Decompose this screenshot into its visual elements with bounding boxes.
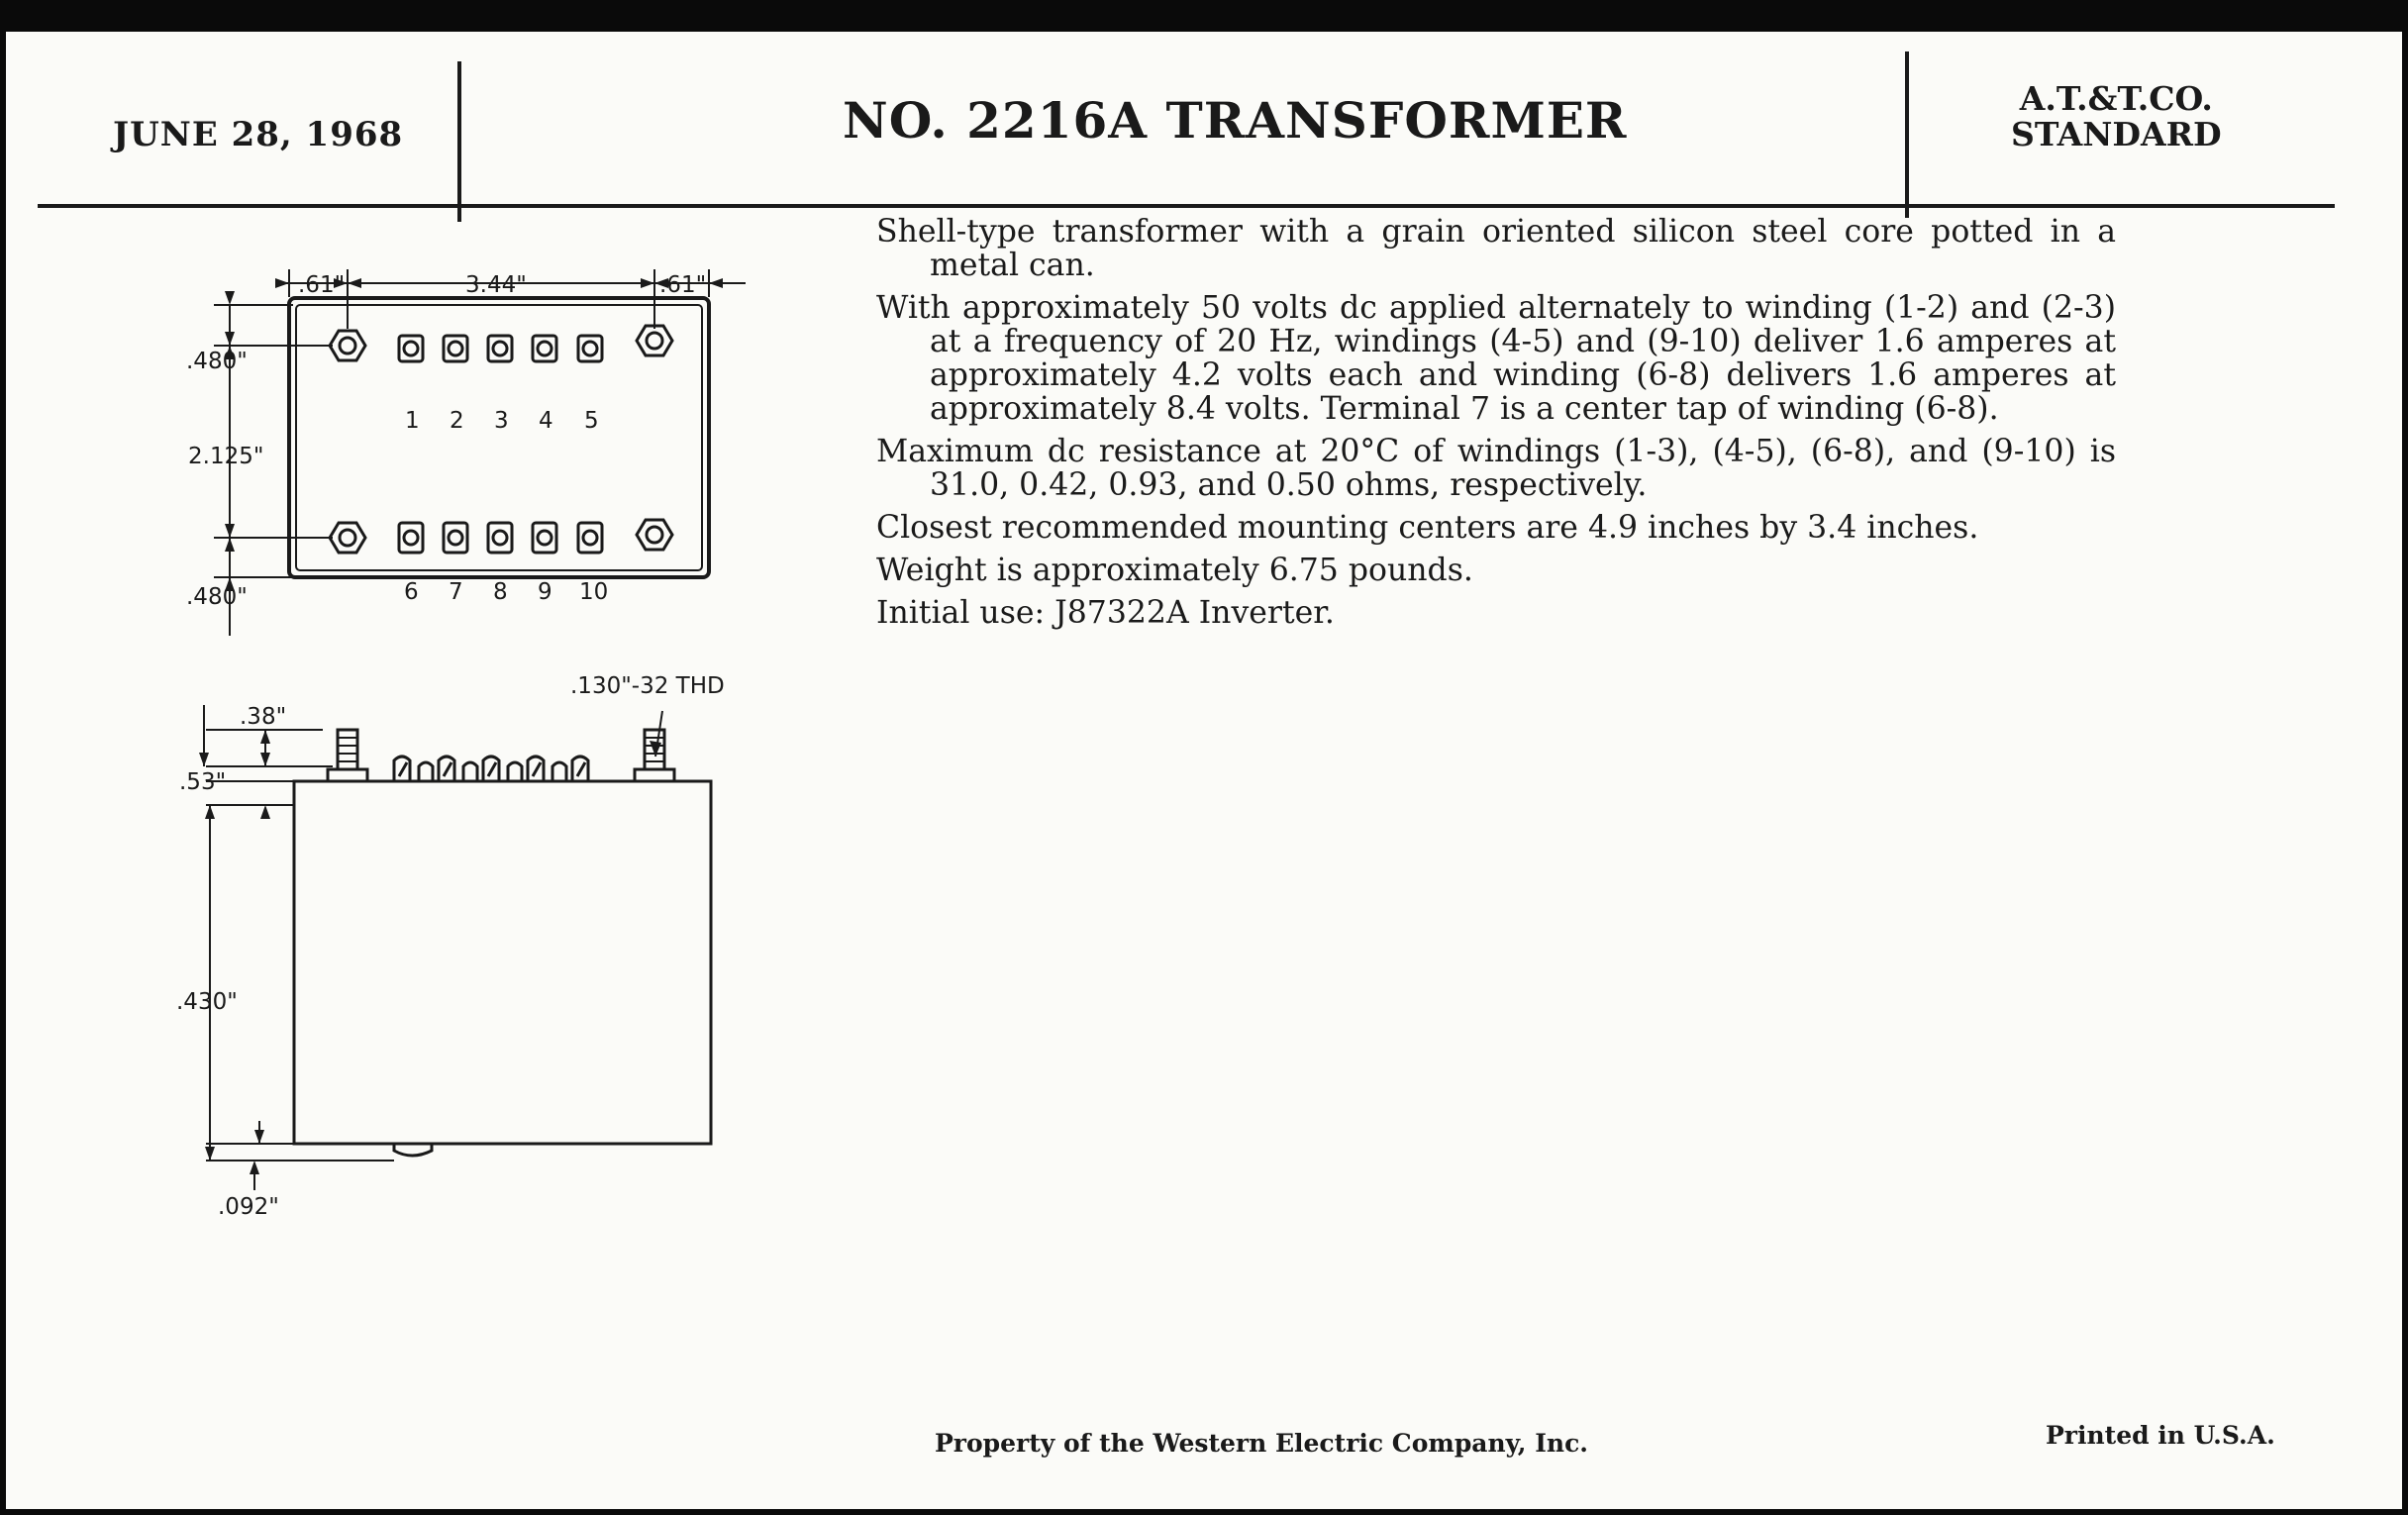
spec-paragraph: Closest recommended mounting centers are 4.9 inches by 3.4 inches. bbox=[876, 510, 1979, 546]
terminal-icon bbox=[533, 523, 556, 553]
terminal-label: 1 bbox=[405, 408, 420, 434]
terminal-label: 4 bbox=[539, 408, 553, 434]
terminal-label: 2 bbox=[450, 408, 464, 434]
top-view bbox=[214, 269, 746, 636]
terminal-label: 6 bbox=[404, 579, 419, 605]
company-name: A.T.&T.CO. bbox=[2019, 79, 2213, 118]
solder-lug-icon bbox=[439, 757, 454, 781]
dim-right-offset: .61" bbox=[659, 272, 707, 298]
terminal-label: 5 bbox=[584, 408, 599, 434]
solder-lug-icon bbox=[394, 757, 410, 781]
terminal-icon bbox=[444, 523, 467, 553]
solder-lug-icon bbox=[552, 762, 566, 781]
mounting-foot-icon bbox=[394, 1144, 432, 1156]
dim-terminal: .53" bbox=[179, 769, 227, 795]
dim-stud: .38" bbox=[240, 704, 287, 730]
property-notice: Property of the Western Electric Company, Inc. bbox=[935, 1429, 1589, 1458]
spec-paragraph: Shell-type transformer with a grain oriented silicon steel core potted in a metal can. bbox=[876, 214, 2116, 283]
threaded-stud-icon bbox=[635, 730, 674, 781]
terminal-label: 9 bbox=[538, 579, 552, 605]
document-title: NO. 2216A TRANSFORMER bbox=[843, 91, 1628, 150]
dim-foot: .092" bbox=[218, 1194, 279, 1220]
solder-lug-icon bbox=[508, 762, 522, 781]
solder-lug-icon bbox=[419, 762, 433, 781]
threaded-stud-icon bbox=[328, 730, 367, 781]
terminal-icon bbox=[578, 523, 602, 553]
dim-body: .430" bbox=[176, 989, 238, 1015]
terminal-label: 7 bbox=[449, 579, 463, 605]
mounting-nut-icon bbox=[330, 331, 365, 360]
dim-height: 2.125" bbox=[188, 444, 264, 469]
printed-notice: Printed in U.S.A. bbox=[2046, 1421, 2275, 1450]
dim-bottom: .480" bbox=[186, 584, 248, 610]
terminal-label: 10 bbox=[579, 579, 609, 605]
dim-top: .480" bbox=[186, 349, 248, 374]
standard-label: STANDARD bbox=[2011, 115, 2222, 153]
mounting-nut-icon bbox=[330, 523, 365, 553]
solder-lug-icon bbox=[483, 757, 499, 781]
thread-callout: .130"-32 THD bbox=[570, 673, 725, 699]
mounting-nut-icon bbox=[637, 326, 672, 355]
issue-date: JUNE 28, 1968 bbox=[113, 115, 404, 154]
solder-lug-icon bbox=[572, 757, 588, 781]
terminal-label: 3 bbox=[494, 408, 509, 434]
dim-width: 3.44" bbox=[465, 272, 527, 298]
terminal-icon bbox=[488, 523, 512, 553]
terminal-icon bbox=[399, 523, 423, 553]
side-view bbox=[204, 705, 711, 1190]
spec-sheet bbox=[6, 32, 2402, 1509]
terminal-label: 8 bbox=[493, 579, 508, 605]
transformer-drawing bbox=[6, 32, 2402, 1509]
terminal-icon bbox=[578, 336, 602, 361]
mounting-nut-icon bbox=[637, 520, 672, 550]
spec-paragraph: Initial use: J87322A Inverter. bbox=[876, 595, 1335, 631]
spec-paragraph: With approximately 50 volts dc applied alternately to winding (1-2) and (2-3) at a frequency of 20 Hz, windings (4-5) and (9-10) deliver 1.6 amperes at approximately 4.2 volts each and winding (6-8) delivers 1.6 amperes at approximately 8.4 volts. Terminal 7 is a center tap of winding (6-8). bbox=[876, 290, 2116, 427]
spec-paragraph: Maximum dc resistance at 20°C of windings (1-3), (4-5), (6-8), and (9-10) is 31.0, 0.42, 0.93, and 0.50 ohms, respectively. bbox=[876, 434, 2116, 503]
solder-lug-icon bbox=[463, 762, 477, 781]
terminal-icon bbox=[533, 336, 556, 361]
solder-lug-icon bbox=[528, 757, 544, 781]
terminal-icon bbox=[399, 336, 423, 361]
spec-paragraph: Weight is approximately 6.75 pounds. bbox=[876, 553, 1473, 588]
dim-left-offset: .61" bbox=[298, 272, 346, 298]
terminal-icon bbox=[488, 336, 512, 361]
terminal-icon bbox=[444, 336, 467, 361]
